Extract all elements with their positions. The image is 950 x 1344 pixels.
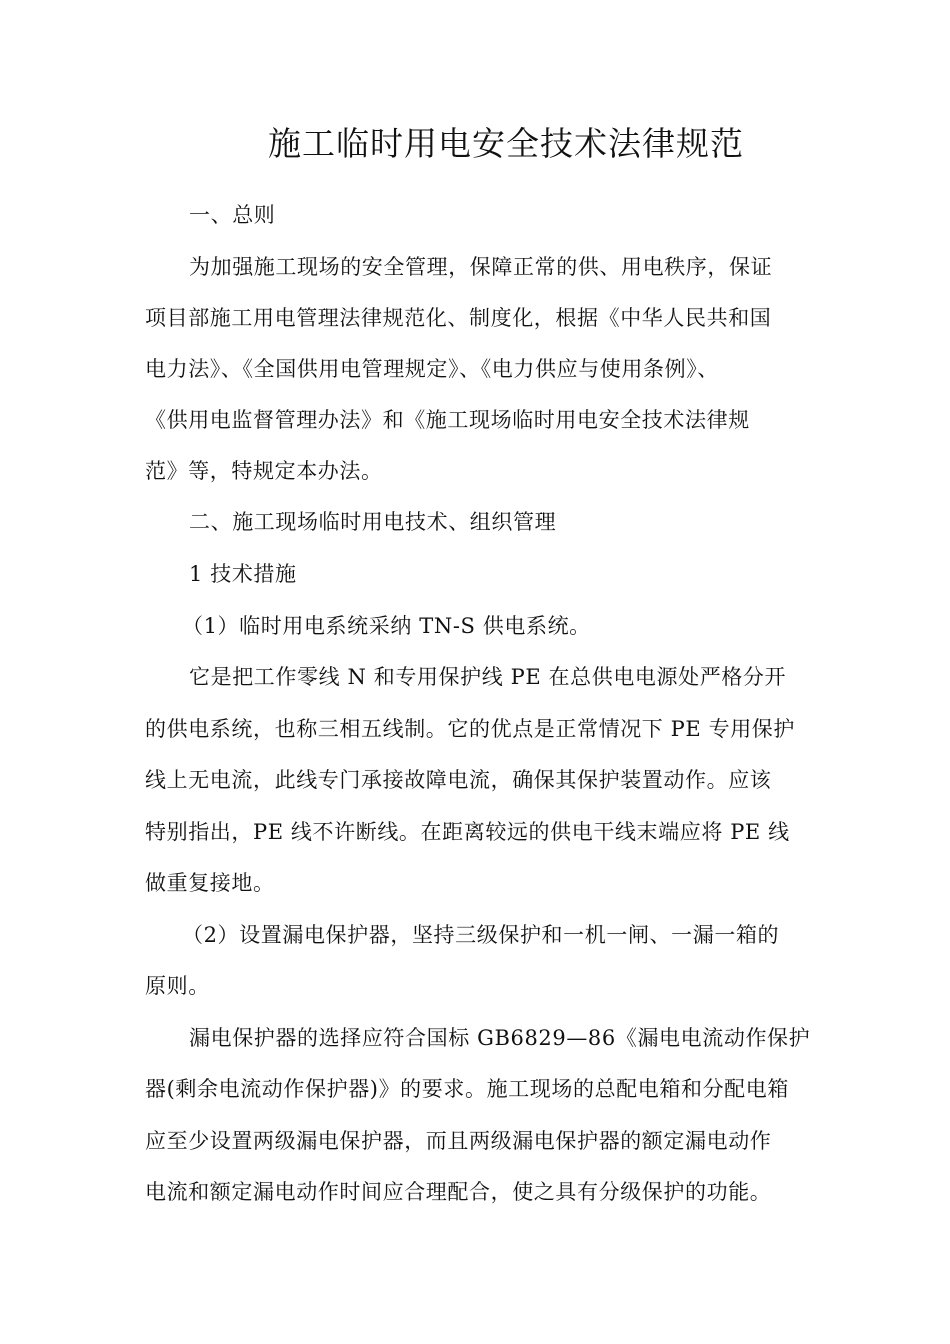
- document-title: 施工临时用电安全技术法律规范: [268, 124, 744, 163]
- paragraph-line: 线上无电流，此线专门承接故障电流，确保其保护装置动作。应该: [145, 768, 772, 792]
- paragraph-line: 漏电保护器的选择应符合国标 GB6829—86《漏电电流动作保护: [189, 1026, 811, 1050]
- paragraph-line: 为加强施工现场的安全管理，保障正常的供、用电秩序，保证: [189, 255, 773, 279]
- paragraph-line: 电流和额定漏电动作时间应合理配合，使之具有分级保护的功能。: [145, 1180, 772, 1204]
- section-heading-general: 一、总则: [189, 203, 276, 227]
- paragraph-line: 原则。: [145, 974, 210, 998]
- paragraph-line: 《供用电监督管理办法》和《施工现场临时用电安全技术法律规: [145, 408, 750, 432]
- paragraph-line: 的供电系统，也称三相五线制。它的优点是正常情况下 PE 专用保护: [145, 717, 796, 741]
- item-heading-1: （1）临时用电系统采纳 TN-S 供电系统。: [182, 614, 591, 638]
- subsection-heading-technical: 1 技术措施: [189, 562, 297, 586]
- paragraph-line: 它是把工作零线 N 和专用保护线 PE 在总供电电源处严格分开: [189, 665, 787, 689]
- paragraph-line: 项目部施工用电管理法律规范化、制度化，根据《中华人民共和国: [145, 306, 772, 330]
- item-heading-2: （2）设置漏电保护器，坚持三级保护和一机一闸、一漏一箱的: [182, 923, 780, 947]
- paragraph-line: 范》等，特规定本办法。: [145, 459, 383, 483]
- paragraph-line: 电力法》、《全国供用电管理规定》、《电力供应与使用条例》、: [145, 357, 719, 381]
- paragraph-line: 器(剩余电流动作保护器)》的要求。施工现场的总配电箱和分配电箱: [145, 1077, 789, 1101]
- paragraph-line: 应至少设置两级漏电保护器，而且两级漏电保护器的额定漏电动作: [145, 1129, 772, 1153]
- paragraph-line: 做重复接地。: [145, 871, 275, 895]
- paragraph-line: 特别指出，PE 线不许断线。在距离较远的供电干线末端应将 PE 线: [145, 820, 790, 844]
- section-heading-management: 二、施工现场临时用电技术、组织管理: [189, 510, 557, 534]
